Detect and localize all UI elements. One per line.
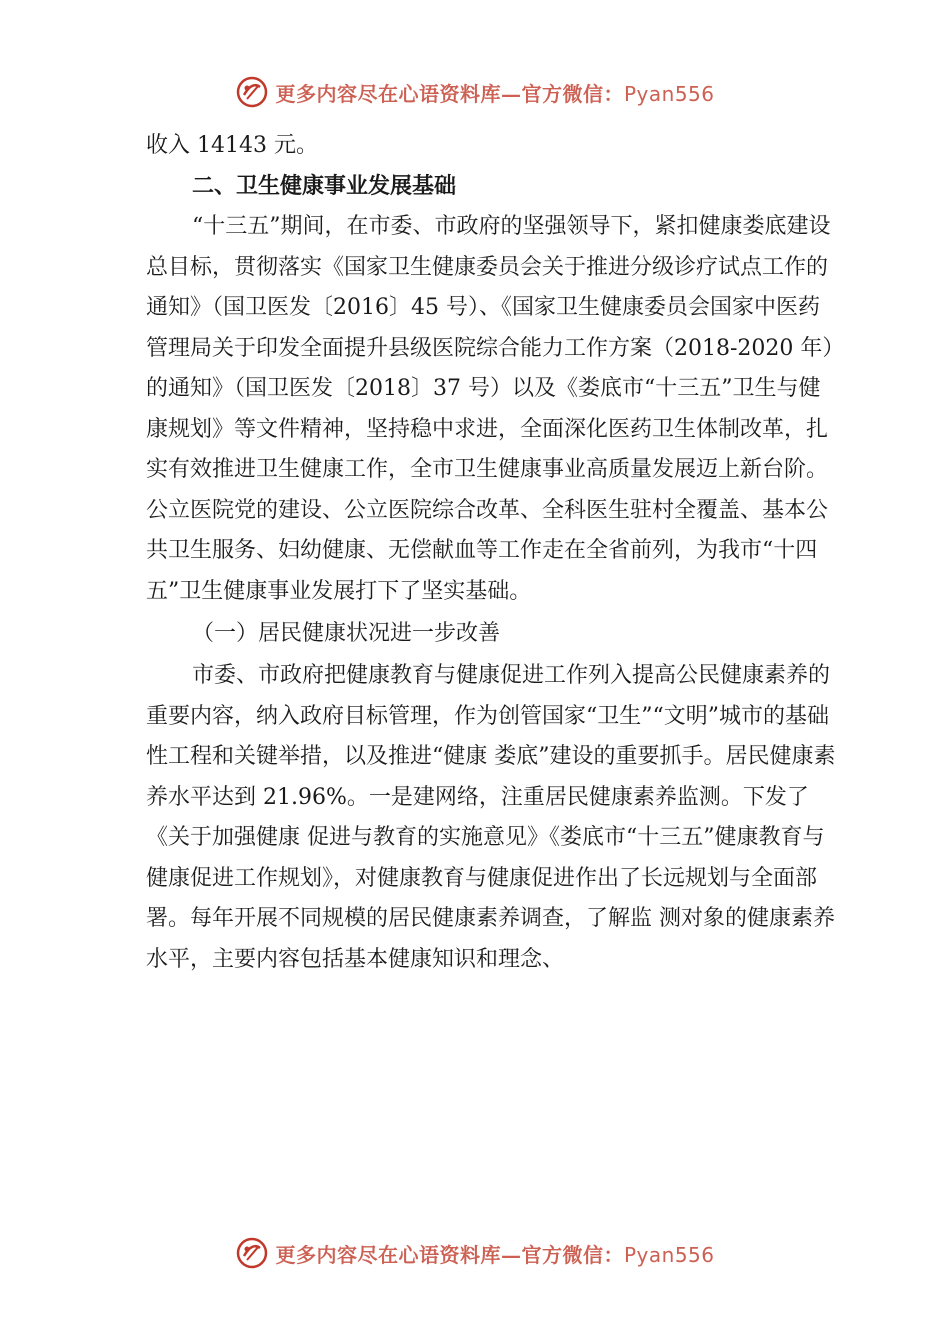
brand-logo-icon xyxy=(235,75,269,109)
watermark-text: 更多内容尽在心语资料库—官方微信：Pyan556 xyxy=(275,1242,715,1267)
continued-line: 收入 14143 元。 xyxy=(146,133,318,158)
watermark-footer xyxy=(0,1233,950,1273)
watermark-text: 更多内容尽在心语资料库—官方微信：Pyan556 xyxy=(275,81,715,106)
brand-logo-icon xyxy=(235,1236,269,1270)
paragraph: “十三五”期间，在市委、市政府的坚强领导下，紧扣健康娄底建设总目标，贯彻落实《国家卫生健康委员会关于推进分级诊疗试点工作的通知》（国卫医发〔2016〕45 号）、《国家卫生健康委员会国家中医药管理局关于印发全面提升县级医院综合能力工作方案（2018-2020 年）的通知》（国卫医发〔2018〕37 号）以及《娄底市“十三五”卫生与健康规划》等文件精神，坚持稳中求进，全面深化医药卫生体制改革，扎实有效推进卫生健康工作，全市卫生健康事业高质量发展迈上新台阶。公立医院党的建设、公立医院综合改革、全科医生驻村全覆盖、基本公共卫生服务、妇幼健康、无偿献血等工作走在全省前列，为我市“十四五”卫生健康事业发展打下了坚实基础。 xyxy=(146,214,834,604)
document-body xyxy=(146,126,836,980)
section-heading: 二、卫生健康事业发展基础 xyxy=(192,173,457,199)
subsection-heading: （一）居民健康状况进一步改善 xyxy=(192,621,501,646)
watermark-header xyxy=(0,72,950,112)
paragraph: 市委、市政府把健康教育与健康促进工作列入提高公民健康素养的重要内容，纳入政府目标管理，作为创管国家“卫生”“文明”城市的基础性工程和关键举措，以及推进“健康 娄底”建设的重要抓手。居民健康素养水平达到 21.96%。一是建网络，注重居民健康素养监测。下发了《关于加强健康 促进与教育的实施意见》《娄底市“十三五”健康教育与健康促进工作规划》，对健康教育与健康促进作出了长远规划与全面部署。每年开展不同规模的居民健康素养调查，了解监 测对象的健康素养水平，主要内容包括基本健康知识和理念、 xyxy=(146,663,836,972)
